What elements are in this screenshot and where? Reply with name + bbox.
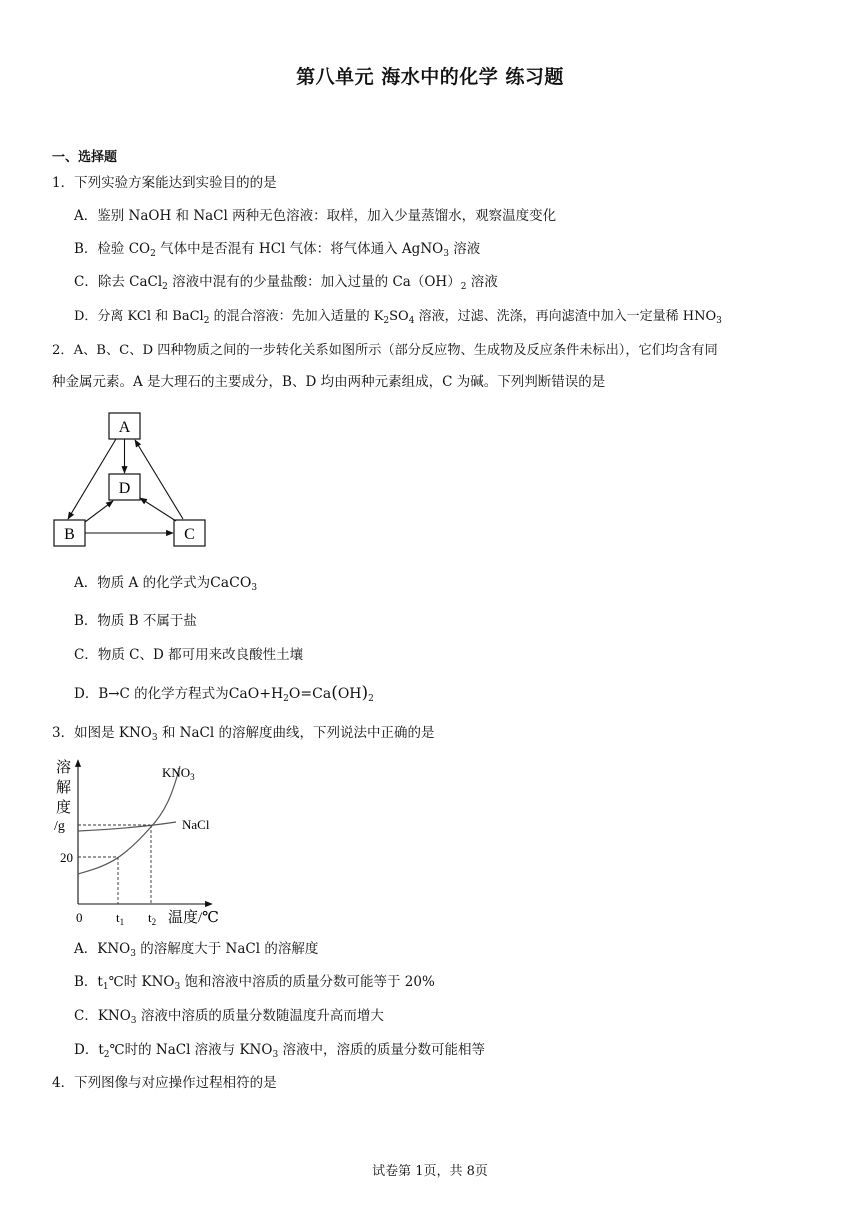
- node-b-label: B: [64, 526, 75, 543]
- arrow-b-to-d: [85, 501, 113, 522]
- arrow-c-to-d: [140, 498, 176, 521]
- q3-option-a: A．$KNO_3$ 的溶解度大于 NaCl 的溶解度: [74, 941, 319, 959]
- q2-option-a: A．物质 A 的化学式为CaCO$_3$: [74, 575, 258, 593]
- y-axis-label-3: 度: [56, 800, 72, 816]
- y-tick-20: 20: [60, 850, 73, 865]
- nacl-label: NaCl: [182, 817, 210, 832]
- q3-option-b: B．$t_1℃$时 $KNO_3$ 饱和溶液中溶质的质量分数可能等于 20%: [74, 974, 435, 992]
- q2-option-d: D．B→C 的化学方程式为$CaO+H_2O=Ca(OH)_2$: [74, 683, 374, 704]
- node-a-label: A: [118, 419, 131, 436]
- question-2-stem-line2: 种金属元素。A 是大理石的主要成分，B、D 均由两种元素组成，C 为碱。下列判断错误的是: [52, 374, 606, 390]
- nacl-line: [78, 822, 176, 831]
- question-3-stem: 3．如图是 $KNO_3$ 和 NaCl 的溶解度曲线，下列说法中正确的是: [52, 725, 435, 743]
- page-title: 第八单元 海水中的化学 练习题: [296, 66, 564, 88]
- origin-label: 0: [76, 910, 83, 925]
- arrow-c-to-a: [135, 440, 183, 519]
- x-tick-t1: $t_1$: [116, 910, 125, 927]
- x-axis-label: 温度/℃: [168, 910, 219, 926]
- q1-option-b: B．检验 $CO_2$ 气体中是否混有 HCl 气体：将气体通入 AgNO$_3$ 溶液: [74, 241, 481, 259]
- y-axis-label-1: 溶: [56, 760, 72, 776]
- q3-option-c: C．$KNO_3$ 溶液中溶质的质量分数随温度升高而增大: [74, 1008, 384, 1026]
- q1-option-d: D．分离 KCl 和 BaCl$_2$ 的混合溶液：先加入适量的 $K_2SO_4$ 溶液，过滤、洗涤，再向滤渣中加入一定量稀 $HNO_3$: [74, 309, 722, 326]
- q3-option-d: D．$t_2℃$时的 NaCl 溶液与 $KNO_3$ 溶液中，溶质的质量分数可能相等: [74, 1042, 485, 1060]
- kno3-label: $KNO_3$: [162, 765, 195, 782]
- question-4-stem: 4．下列图像与对应操作过程相符的是: [52, 1075, 277, 1091]
- q1-option-c: C．除去 CaCl$_2$ 溶液中混有的少量盐酸：加入过量的 $Ca(OH)_2$ 溶液: [74, 274, 498, 292]
- x-tick-t2: $t_2$: [148, 910, 157, 927]
- question-1-stem: 1．下列实验方案能达到实验目的的是: [52, 175, 277, 191]
- kno3-curve: [78, 766, 180, 874]
- node-d-label: D: [118, 480, 131, 497]
- solubility-chart: [50, 752, 240, 932]
- section-heading: 一、选择题: [52, 150, 118, 165]
- conversion-diagram: [50, 410, 210, 552]
- q1-option-a: A．鉴别 NaOH 和 NaCl 两种无色溶液：取样，加入少量蒸馏水，观察温度变化: [74, 208, 557, 224]
- y-axis-label-2: 解: [56, 780, 72, 796]
- page-footer: 试卷第 1页，共 8页: [372, 1164, 488, 1179]
- node-c-label: C: [184, 526, 195, 543]
- q2-option-b: B．物质 B 不属于盐: [74, 613, 197, 629]
- q2-option-c: C．物质 C、D 都可用来改良酸性土壤: [74, 647, 304, 663]
- question-2-stem-line1: 2．A、B、C、D 四种物质之间的一步转化关系如图所示（部分反应物、生成物及反应条件未标出），它们均含有同: [52, 343, 718, 358]
- y-axis-label-4: /g: [54, 819, 65, 834]
